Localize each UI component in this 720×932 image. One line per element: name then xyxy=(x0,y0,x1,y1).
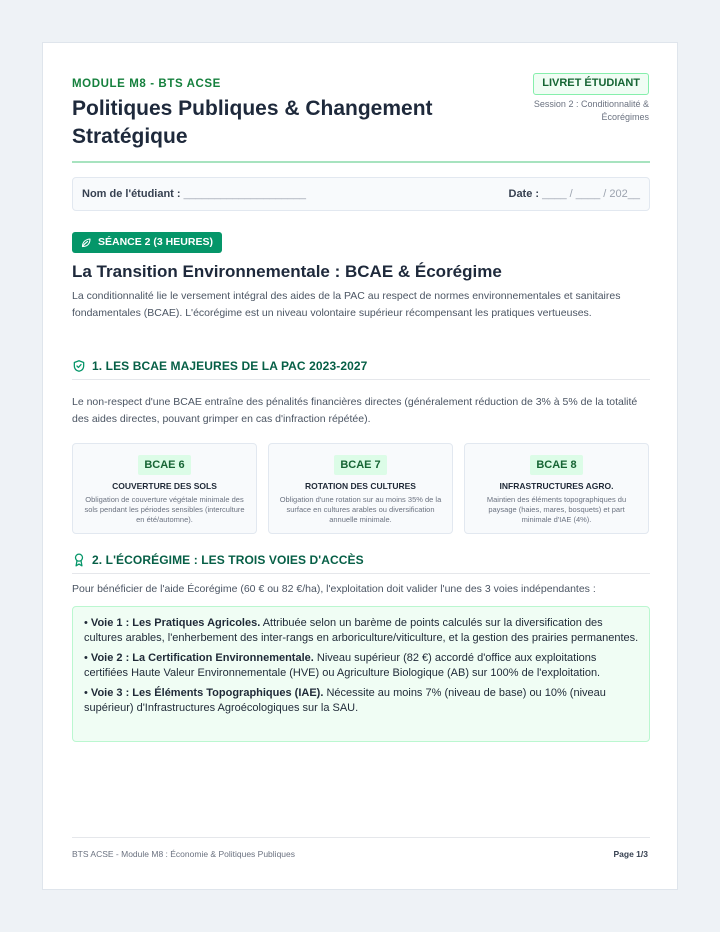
section2-title: 2. L'ÉCORÉGIME : LES TROIS VOIES D'ACCÈS xyxy=(92,553,364,567)
leaf-icon xyxy=(80,237,92,249)
voie-title: Voie 1 : Les Pratiques Agricoles. xyxy=(90,617,261,629)
student-info-box xyxy=(72,177,650,211)
award-icon xyxy=(72,553,86,567)
seance-label: SÉANCE 2 (3 HEURES) xyxy=(98,236,213,248)
section1-divider xyxy=(72,379,650,380)
bcae-tag: BCAE 6 xyxy=(138,455,190,475)
voie-text: Attribuée selon un barème de points calculés sur la diversification des cultures arables, l'enherbement des inter-rangs en arboriculture/viticulture, et la gestion des prairies permanentes. xyxy=(84,617,639,644)
voie-text: Nécessite au moins 7% (niveau de base) ou 10% (niveau supérieur) d'Infrastructures Agroécologiques sur la SAU. xyxy=(84,687,606,714)
seance-badge xyxy=(72,232,222,253)
document-page xyxy=(42,42,678,890)
bcae-description: Obligation de couverture végétale minimale des sols pendant les périodes sensibles (interculture en été/automne). xyxy=(84,495,245,524)
page-number: Page 1/3 xyxy=(613,849,648,859)
bcae-description: Obligation d'une rotation sur au moins 35% de la surface en cultures arables ou diversification annuelle minimale. xyxy=(279,495,442,524)
date-blank: ____ / ____ / 202__ xyxy=(542,188,640,200)
session-subtitle: Session 2 : Conditionnalité & Écorégimes xyxy=(533,99,649,122)
date-field[interactable] xyxy=(509,188,641,200)
bcae-title: ROTATION DES CULTURES xyxy=(305,481,416,491)
voie-text: Niveau supérieur (82 €) accordé d'office aux exploitations certifiées Haute Valeur Environnementale (HVE) ou Agriculture Biologique (AB) sur 100% de l'exploitation. xyxy=(84,652,601,679)
intro-heading: La Transition Environnementale : BCAE & Écorégime xyxy=(72,262,502,281)
page-title: Politiques Publiques & Changement Stratégique xyxy=(72,97,433,148)
shield-check-icon xyxy=(72,359,86,373)
voies-box xyxy=(72,606,650,742)
voie-item: • Voie 1 : Les Pratiques Agricoles. Attribuée selon un barème de points calculés sur la diversification des cultures arables, l'enherbement des inter-rangs en arboriculture/viticulture, et la gestion des prairies permanentes. xyxy=(84,617,639,644)
bcae-tag: BCAE 8 xyxy=(530,455,582,475)
voie-title: Voie 2 : La Certification Environnementale. xyxy=(90,652,314,664)
student-name-field[interactable] xyxy=(82,188,306,200)
section2-text: Pour bénéficier de l'aide Écorégime (60 € ou 82 €/ha), l'exploitation doit valider l'une des 3 voies indépendantes : xyxy=(72,583,596,595)
bcae-card xyxy=(268,443,453,534)
bcae-tag: BCAE 7 xyxy=(334,455,386,475)
bcae-title: INFRASTRUCTURES AGRO. xyxy=(499,481,614,491)
footer-divider xyxy=(72,837,650,838)
intro-text: La conditionnalité lie le versement intégral des aides de la PAC au respect de normes environnementales et sanitaires fondamentales (BCAE). L'écorégime est un niveau volontaire supérieur récompensant les pratiques vertueuses. xyxy=(72,290,621,319)
footer-text: BTS ACSE - Module M8 : Économie & Politiques Publiques xyxy=(72,849,295,859)
bcae-title: COUVERTURE DES SOLS xyxy=(112,481,217,491)
voie-item: • Voie 2 : La Certification Environnementale. Niveau supérieur (82 €) accordé d'office aux exploitations certifiées Haute Valeur Environnementale (HVE) ou Agriculture Biologique (AB) sur 100% de l'exploitation. xyxy=(84,652,601,679)
voie-item: • Voie 3 : Les Éléments Topographiques (IAE). Nécessite au moins 7% (niveau de base) ou 10% (niveau supérieur) d'Infrastructures Agroécologiques sur la SAU. xyxy=(84,687,606,714)
section1-heading xyxy=(72,359,367,373)
student-name-label: Nom de l'étudiant : xyxy=(82,188,181,200)
section1-title: 1. LES BCAE MAJEURES DE LA PAC 2023-2027 xyxy=(92,359,368,373)
module-label: MODULE M8 - BTS ACSE xyxy=(72,78,221,90)
section2-divider xyxy=(72,573,650,574)
voie-title: Voie 3 : Les Éléments Topographiques (IAE). xyxy=(90,687,324,699)
header-divider xyxy=(72,161,650,163)
bcae-card xyxy=(72,443,257,534)
section2-heading xyxy=(72,553,364,567)
bcae-description: Maintien des éléments topographiques du paysage (haies, mares, bosquets) et part minimale d'IAE (4%). xyxy=(486,495,627,524)
date-label: Date : xyxy=(508,188,540,200)
bcae-card xyxy=(464,443,649,534)
livret-badge: LIVRET ÉTUDIANT xyxy=(533,73,649,95)
section1-text: Le non-respect d'une BCAE entraîne des pénalités financières directes (généralement réduction de 3% à 5% de la totalité des aides directes, pouvant grimper en cas d'infraction répétée). xyxy=(72,396,638,425)
student-name-blank: ____________________ xyxy=(183,188,306,200)
